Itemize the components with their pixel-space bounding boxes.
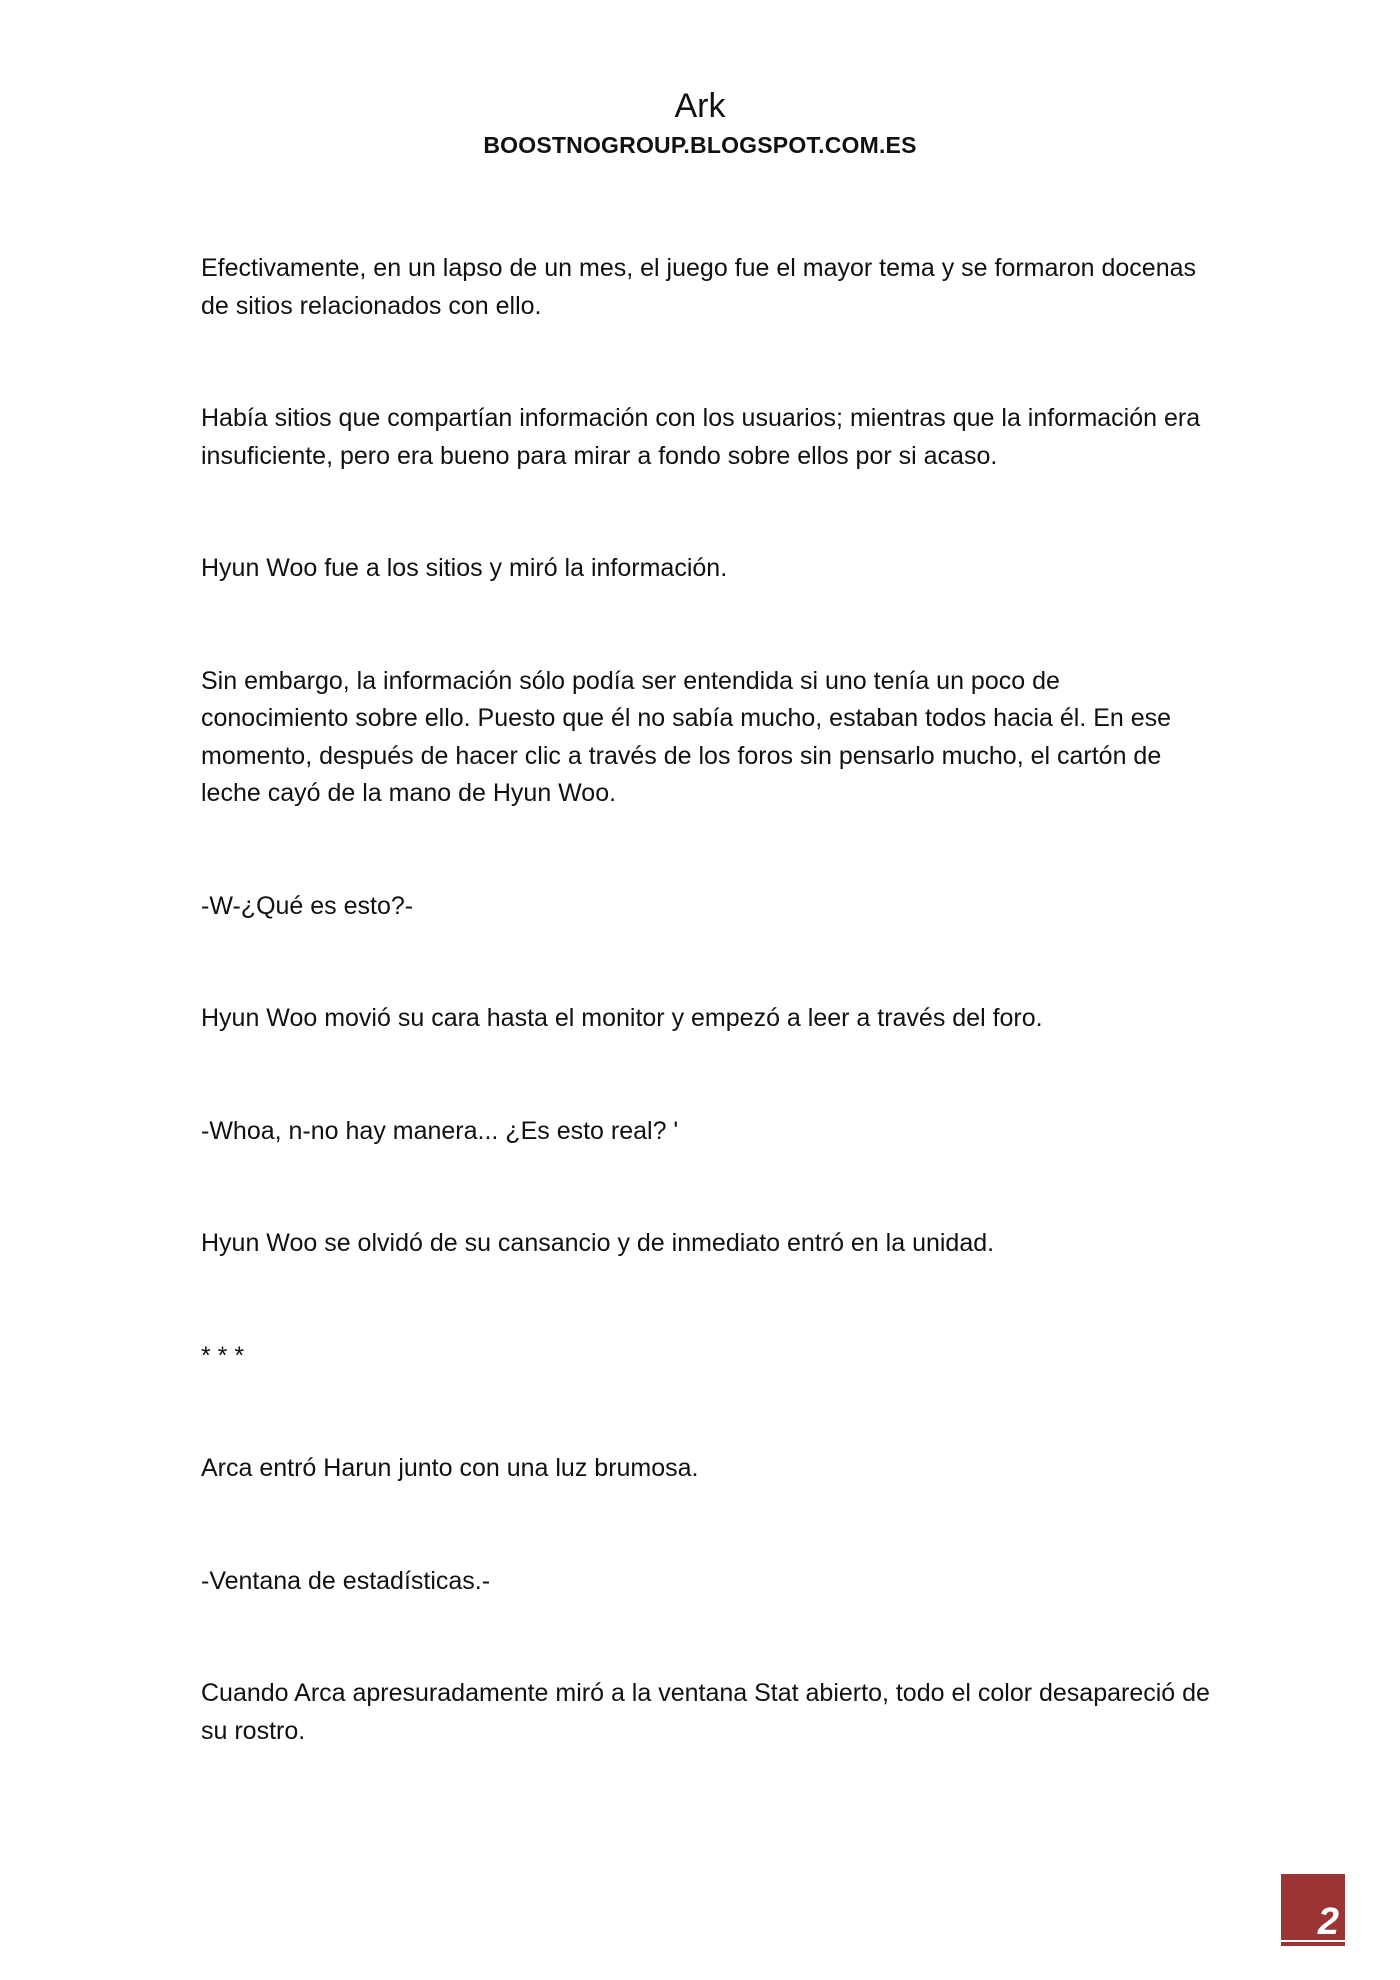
paragraph: Arca entró Harun junto con una luz brumosa.: [201, 1454, 699, 1482]
paragraph: Hyun Woo se olvidó de su cansancio y de inmediato entró en la unidad.: [201, 1229, 995, 1257]
document-body: [201, 250, 1211, 1750]
document-title: Ark: [674, 87, 726, 125]
section-break: * * *: [201, 1341, 245, 1370]
paragraph: -W-¿Qué es esto?-: [201, 891, 414, 920]
paragraph: Hyun Woo movió su cara hasta el monitor y empezó a leer a través del foro.: [201, 1004, 1043, 1032]
paragraph: Cuando Arca apresuradamente miró a la ventana Stat abierto, todo el color desapareció de su rostro.: [201, 1679, 1210, 1745]
paragraph: Hyun Woo fue a los sitios y miró la información.: [201, 554, 728, 582]
page-number-badge: [1281, 1874, 1345, 1946]
paragraph: -Ventana de estadísticas.-: [201, 1566, 491, 1595]
paragraph: Había sitios que compartían información con los usuarios; mientras que la información era insuficiente, pero era bueno para mirar a fondo sobre ellos por si acaso.: [201, 404, 1201, 470]
paragraph: Sin embargo, la información sólo podía ser entendida si uno tenía un poco de conocimiento sobre ello. Puesto que él no sabía mucho, estaban todos hacia él. En ese momento, después de hacer clic a través de los foros sin pensarlo mucho, el cartón de leche cayó de la mano de Hyun Woo.: [201, 666, 1172, 807]
page-header: [0, 86, 1400, 160]
page-number: 2: [1317, 1901, 1339, 1943]
paragraph: -Whoa, n-no hay manera... ¿Es esto real? ': [201, 1116, 679, 1145]
site-url: BOOSTNOGROUP.BLOGSPOT.COM.ES: [483, 132, 917, 158]
paragraph: Efectivamente, en un lapso de un mes, el juego fue el mayor tema y se formaron docenas de sitios relacionados con ello.: [201, 254, 1196, 320]
